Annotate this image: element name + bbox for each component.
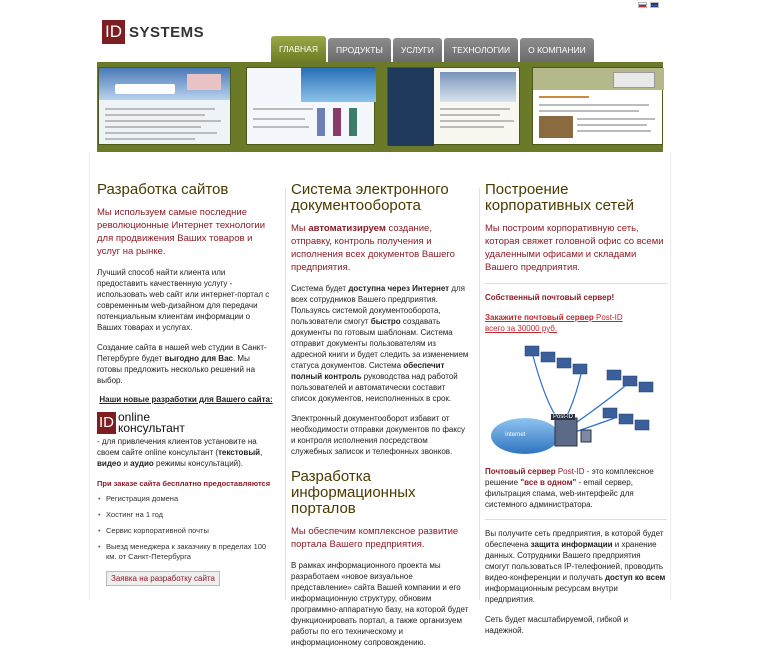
- network-diagram: [485, 340, 667, 460]
- docflow-title[interactable]: Система электронного документооборота: [291, 181, 449, 214]
- consultant-desc-part: и: [121, 459, 131, 468]
- internet-label: Internet: [505, 432, 526, 438]
- russian-flag-icon[interactable]: [638, 2, 647, 8]
- portfolio-thumbnail-hotel[interactable]: [387, 67, 520, 145]
- portfolio-banner: [97, 62, 663, 152]
- corporate-networks-column: [485, 182, 667, 645]
- consultant-desc-part: режимы консультаций).: [153, 459, 244, 468]
- docflow-text-part: создавать документы по готовым шаблонам. Система отправит документы пользователям из адресной книги и будет следить за изменением статуса документов. Система: [291, 317, 469, 370]
- docflow-benefit: Электронный документооборот избавит от необходимости отправки документов по факсу и контроля исполнения посредством служебных записок и телефонных звонков.: [291, 414, 465, 456]
- mail-server-icon: [555, 418, 577, 446]
- network-benefit-part: Вы получите сеть предприятия, в которой будет обеспечена: [485, 529, 664, 549]
- docflow-lead-part: Мы: [291, 223, 309, 234]
- logo[interactable]: [102, 20, 204, 44]
- network-benefit-part: информационным ресурсам внутри предприятия.: [485, 584, 618, 604]
- web-development-column: [97, 182, 275, 586]
- language-switcher: [638, 2, 659, 8]
- post-id-label: Post-ID: [553, 414, 574, 420]
- consultant-desc-part: - для привлечения клиентов установите на своем сайте online консультант (: [97, 437, 257, 457]
- web-dev-offer: [97, 342, 275, 386]
- web-dev-title[interactable]: Разработка сайтов: [97, 181, 229, 198]
- order-link-part: Post-ID: [593, 313, 623, 322]
- order-link-price: всего за 30000 руб.: [485, 324, 558, 333]
- left-margin: [0, 0, 97, 600]
- mail-desc-part: - это комплексное решение: [485, 467, 654, 487]
- nav-technologies[interactable]: ТЕХНОЛОГИИ: [444, 38, 518, 62]
- list-item: • Сервис корпоративной почты: [97, 526, 275, 536]
- portals-lead: Мы обеспечим комплексное развитие портала Вашего предприятия.: [291, 526, 459, 550]
- networks-lead: Мы построим корпоративную сеть, которая свяжет головной офис со всеми удаленными офисами и складами Вашего предприятия.: [485, 223, 664, 273]
- portfolio-thumbnail-cruise[interactable]: [98, 67, 231, 145]
- nav-services[interactable]: УСЛУГИ: [393, 38, 442, 62]
- column-divider: [285, 188, 286, 600]
- free-services-list: [97, 494, 275, 562]
- list-item: • Выезд менеджера к заказчику в пределах 100 км. от Санкт-Петербурга: [97, 542, 275, 562]
- office-computers: [525, 346, 653, 430]
- column-divider: [479, 188, 480, 600]
- networks-title[interactable]: Построение корпоративных сетей: [485, 181, 634, 214]
- mail-server-brand: Post-ID: [555, 467, 585, 476]
- network-benefit-bold: защита информации: [530, 540, 613, 549]
- list-item: • Хостинг на 1 год: [97, 510, 275, 520]
- order-mail-server-link[interactable]: [485, 312, 667, 334]
- web-dev-offer-bold: выгодно для Вас: [164, 354, 233, 363]
- consultant-line1: online: [118, 410, 151, 424]
- nav-about[interactable]: О КОМПАНИИ: [520, 38, 594, 62]
- web-dev-lead: Мы используем самые последние революционные Интернет технологии для продвижения Ваших товаров и услуг на рынке.: [97, 207, 266, 257]
- docflow-text-bold: быстро: [370, 317, 401, 326]
- header: [97, 0, 663, 62]
- docflow-text-part: для всех сотрудников Вашего предприятия. Пользуясь системой документооборота, пользователи смогут: [291, 284, 465, 326]
- network-diagram-svg: [485, 340, 667, 460]
- right-margin: [663, 0, 760, 600]
- consultant-mode-text: текстовый: [218, 448, 261, 457]
- order-site-button[interactable]: Заявка на разработку сайта: [106, 571, 220, 586]
- network-benefit-bold: доступ ко всем: [604, 573, 666, 582]
- mail-server-name: Почтовый сервер: [485, 467, 556, 476]
- docflow-text-part: Система будет: [291, 284, 349, 293]
- consultant-mode-audio: аудио: [130, 459, 154, 468]
- main-content: [89, 152, 671, 647]
- portfolio-thumbnail-vincentka[interactable]: [246, 67, 375, 145]
- docflow-text-bold: обеспечит полный контроль: [291, 361, 445, 381]
- docflow-text: [291, 283, 471, 404]
- logo-id-mark: ID: [102, 20, 125, 44]
- docflow-lead-bold: автоматизируем: [308, 223, 386, 234]
- free-services-heading: При заказе сайта бесплатно предоставляются: [97, 479, 271, 488]
- network-benefit-part: и хранение данных. Сотрудники Вашего предприятия смогут пользоваться IP-телефонией, проводить видео-конференции и получать: [485, 540, 664, 582]
- new-works-heading[interactable]: Наши новые разработки для Вашего сайта:: [99, 395, 273, 404]
- logo-text: SYSTEMS: [129, 23, 205, 41]
- online-consultant-logo[interactable]: [97, 412, 275, 434]
- mail-all-in-one: "все в одном": [520, 478, 577, 487]
- mail-desc-part: - email сервер, фильтрация спама, web-интерфейс для системного администратора.: [485, 478, 634, 509]
- divider: [485, 283, 667, 284]
- web-dev-offer-part: Создание сайта в нашей web студии в Санкт-Петербурге будет: [97, 343, 267, 363]
- docflow-lead-part: создание, отправку, контроль получения и исполнения всех документов Вашего предприятия.: [291, 223, 455, 273]
- document-management-column: [291, 182, 471, 657]
- network-scalable: Сеть будет масштабируемой, гибкой и надежной.: [485, 615, 629, 635]
- consultant-logo-text: [118, 412, 185, 434]
- docflow-text-bold: доступна через Интернет: [348, 284, 450, 293]
- network-benefit: [485, 528, 667, 605]
- divider: [485, 519, 667, 520]
- nav-home[interactable]: ГЛАВНАЯ: [271, 36, 326, 62]
- docflow-text-part: руководства над работой пользователей и автоматически составит список документов, неисполненных в срок.: [291, 372, 458, 403]
- web-dev-text: Лучший способ найти клиента или предоставить качественную услугу - использовать web сайт или интернет-портал с современным web-дизайном для передачи потенциальным клиентам информации о Ваших товарах и услугах.: [97, 268, 270, 332]
- portals-text: В рамках информационного проекта мы разработаем «новое визуальное представление» сайта Вашей компании и его информационную структуру, обновим программно-аппаратную базу, на которой будет функционировать портал, а также организуем работы по его техническому и информационному сопровождению.: [291, 561, 469, 647]
- english-flag-icon[interactable]: [650, 2, 659, 8]
- portfolio-thumbnail-logistics[interactable]: [532, 67, 663, 145]
- portals-title[interactable]: Разработка информационных порталов: [291, 468, 416, 517]
- web-dev-offer-part: . Мы готовы предложить несколько решений на выбор.: [97, 354, 256, 385]
- consultant-line2: консультант: [118, 421, 185, 435]
- order-link-bold: Закажите почтовый сервер: [485, 313, 594, 322]
- mail-server-desc: [485, 466, 667, 510]
- consultant-desc-part: ,: [260, 448, 263, 457]
- consultant-mode-video: видео: [97, 459, 122, 468]
- nav-products[interactable]: ПРОДУКТЫ: [328, 38, 391, 62]
- online-consultant-desc: [97, 436, 275, 469]
- docflow-lead: [291, 222, 471, 274]
- consultant-id-mark: ID: [97, 412, 116, 434]
- list-item: • Регистрация домена: [97, 494, 275, 504]
- own-server-heading: Собственный почтовый сервер!: [485, 293, 615, 302]
- main-navigation: [271, 36, 596, 62]
